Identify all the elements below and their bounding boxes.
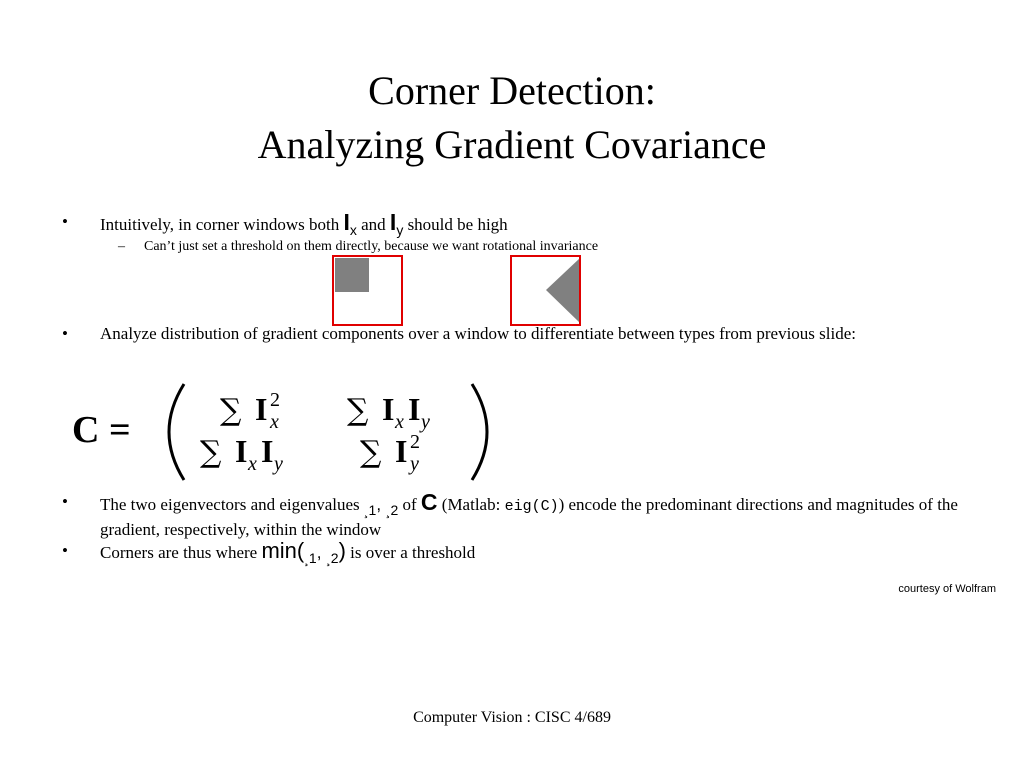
gradient-i: I	[255, 391, 268, 427]
matrix-entry-22	[360, 431, 420, 475]
min-open: min(	[261, 538, 305, 563]
sum-symbol: ∑	[200, 435, 222, 470]
var-ix-sub: x	[349, 222, 357, 238]
matlab-pre: (Matlab:	[437, 495, 505, 514]
gradient-i: I	[408, 391, 421, 427]
covariance-matrix-equation	[72, 382, 512, 482]
equation-lhs: C =	[72, 409, 131, 451]
slide-title	[0, 64, 1024, 172]
matlab-code: eig(C)	[504, 498, 559, 515]
sum-symbol: ∑	[347, 393, 369, 428]
corner-window-figure	[332, 255, 404, 327]
bullet-text-pre: Intuitively, in corner windows both	[100, 215, 344, 234]
subscript-y: y	[421, 411, 430, 433]
matrix-entry-21	[200, 433, 283, 475]
bullet-marker: •	[62, 324, 68, 343]
lambda-1: ¸1	[363, 502, 377, 518]
title-line-1: Corner Detection:	[368, 68, 656, 113]
subscript-x: x	[395, 411, 404, 433]
matrix-entry-12	[347, 391, 430, 433]
gradient-i: I	[261, 433, 274, 469]
bullet-text-mid: and	[356, 215, 390, 234]
bullet-marker: •	[62, 492, 68, 511]
right-paren	[472, 384, 487, 480]
subscript-x: x	[270, 411, 279, 433]
sub-bullet-text: Can’t just set a threshold on them directly, because we want rotational invariance	[144, 239, 599, 254]
lambda-separator: ,	[316, 543, 327, 562]
lambda-2: ¸2	[326, 550, 339, 566]
min-close: )	[338, 538, 346, 563]
bullet-text-of: of	[398, 495, 421, 514]
corner-square-shape	[335, 258, 369, 292]
sub-bullet-marker: –	[118, 239, 125, 254]
matlab-post: ) encode the predominant directions and magnitudes of the gradient, respectively, within the window	[100, 495, 958, 539]
bullet-text-post: is over a threshold	[345, 543, 476, 562]
matrix-entry-11	[220, 389, 280, 433]
gradient-i: I	[235, 433, 248, 469]
var-ix: I	[343, 209, 350, 235]
lambda-2: ¸2	[385, 502, 399, 518]
title-line-2: Analyzing Gradient Covariance	[257, 122, 767, 167]
var-c: C	[420, 489, 438, 515]
triangle-window-figure	[510, 255, 582, 327]
sum-symbol: ∑	[220, 393, 242, 428]
slide-footer: Computer Vision : CISC 4/689	[413, 709, 611, 726]
lambda-1: ¸1	[304, 550, 317, 566]
subscript-x: x	[248, 453, 257, 475]
left-paren	[169, 384, 184, 480]
var-iy: I	[389, 209, 397, 235]
bullet-text	[100, 209, 980, 240]
lambda-separator: ,	[376, 495, 386, 514]
sum-symbol: ∑	[360, 435, 382, 470]
gradient-i: I	[395, 433, 408, 469]
bullet-text	[100, 489, 980, 540]
bullet-marker: •	[62, 541, 68, 560]
bullet-text-post: should be high	[403, 215, 508, 234]
gradient-i: I	[382, 391, 395, 427]
bullet-marker: •	[62, 212, 68, 231]
bullet-text-pre: The two eigenvectors and eigenvalues	[100, 495, 364, 514]
exponent: 2	[410, 431, 420, 453]
subscript-y: y	[410, 453, 419, 475]
image-credit: courtesy of Wolfram	[898, 583, 996, 595]
subscript-y: y	[274, 453, 283, 475]
var-iy-sub: y	[396, 222, 404, 238]
corner-triangle-shape	[546, 258, 580, 323]
bullet-text-pre: Corners are thus where	[100, 543, 262, 562]
bullet-text: Analyze distribution of gradient components over a window to differentiate between types from previous slide:	[100, 324, 856, 343]
bullet-text	[100, 538, 980, 568]
exponent: 2	[270, 389, 280, 411]
